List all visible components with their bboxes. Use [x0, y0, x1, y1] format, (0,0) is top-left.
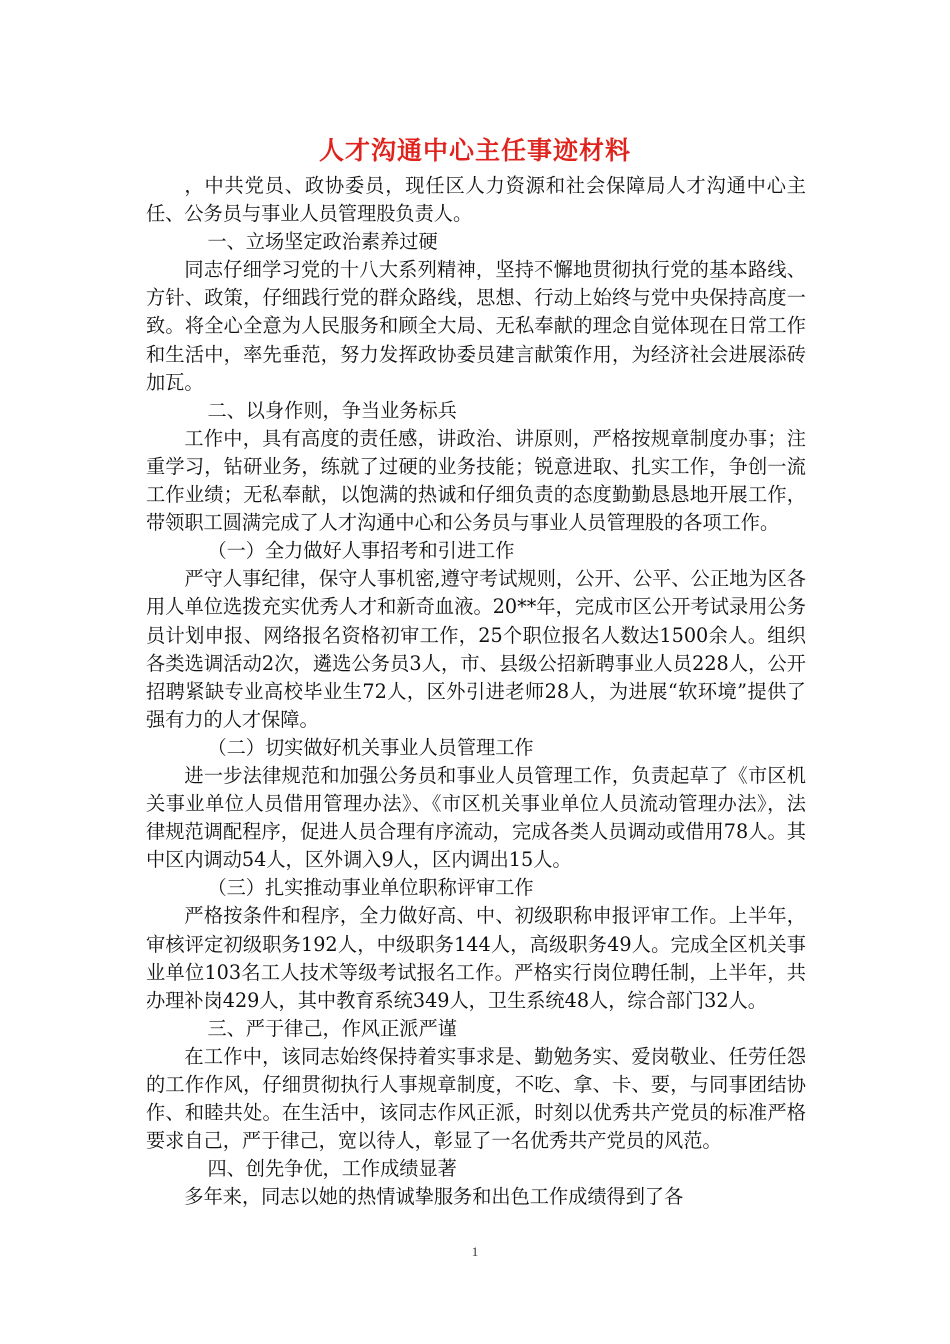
paragraph: 多年来，同志以她的热情诚挚服务和出色工作成绩得到了各 — [184, 1185, 684, 1209]
subsection-heading: （三）扎实推动事业单位职称评审工作 — [207, 876, 534, 900]
section-heading: 四、创先争优，工作成绩显著 — [207, 1157, 457, 1181]
subsection-heading: （二）切实做好机关事业人员管理工作 — [207, 735, 534, 759]
paragraph: 在工作中，该同志始终保持着实事求是、勤勉务实、爱岗敬业、任劳任怨的工作作风，仔细贯彻执行人事规章制度，不吃、拿、卡、要，与同事团结协作、和睦共处。在生活中，该同志作风正派，时刻以优秀共产党员的标准严格要求自己，严于律己，宽以待人，彰显了一名优秀共产党员的风范。 — [146, 1044, 806, 1153]
paragraph: ，中共党员、政协委员，现任区人力资源和社会保障局人才沟通中心主任、公务员与事业人员管理股负责人。 — [146, 174, 806, 226]
paragraph: 工作中，具有高度的责任感，讲政治、讲原则，严格按规章制度办事；注重学习，钻研业务，练就了过硬的业务技能；锐意进取、扎实工作，争创一流工作业绩；无私奉献，以饱满的热诚和仔细负责的态度勤勤恳恳地开展工作，带领职工圆满完成了人才沟通中心和公务员与事业人员管理股的各项工作。 — [146, 426, 806, 535]
paragraph: 严守人事纪律，保守人事机密,遵守考试规则，公开、公平、公正地为区各用人单位选拨充实优秀人才和新奇血液。20**年，完成市区公开考试录用公务员计划申报、网络报名资格初审工作，25个职位报名人数达1500余人。组织各类选调活动2次，遴选公务员3人，市、县级公招新聘事业人员228人，公开招聘紧缺专业高校毕业生72人，区外引进老师28人，为进展“软环境”提供了强有力的人才保障。 — [146, 567, 806, 731]
document-body — [146, 172, 806, 1211]
paragraph: 严格按条件和程序，全力做好高、中、初级职称申报评审工作。上半年，审核评定初级职务192人，中级职务144人，高级职务49人。完成全区机关事业单位103名工人技术等级考试报名工作。严格实行岗位聘任制，上半年，共办理补岗429人，其中教育系统349人，卫生系统48人，综合部门32人。 — [146, 904, 806, 1012]
page-number: 1 — [471, 1244, 479, 1259]
subsection-heading: （一）全力做好人事招考和引进工作 — [207, 539, 515, 563]
section-heading: 二、以身作则，争当业务标兵 — [207, 398, 457, 422]
section-heading: 三、严于律己，作风正派严谨 — [207, 1016, 457, 1040]
document-title: 人才沟通中心主任事迹材料 — [318, 136, 631, 165]
paragraph: 进一步法律规范和加强公务员和事业人员管理工作，负责起草了《市区机关事业单位人员借用管理办法》、《市区机关事业单位人员流动管理办法》，法律规范调配程序，促进人员合理有序流动，完成各类人员调动或借用78人。其中区内调动54人，区外调入9人，区内调出15人。 — [146, 763, 806, 872]
paragraph: 同志仔细学习党的十八大系列精神，坚持不懈地贯彻执行党的基本路线、方针、政策，仔细践行党的群众路线，思想、行动上始终与党中央保持高度一致。将全心全意为人民服务和顾全大局、无私奉献的理念自觉体现在日常工作和生活中，率先垂范，努力发挥政协委员建言献策作用，为经济社会进展添砖加瓦。 — [146, 258, 806, 394]
section-heading: 一、立场坚定政治素养过硬 — [207, 230, 438, 254]
